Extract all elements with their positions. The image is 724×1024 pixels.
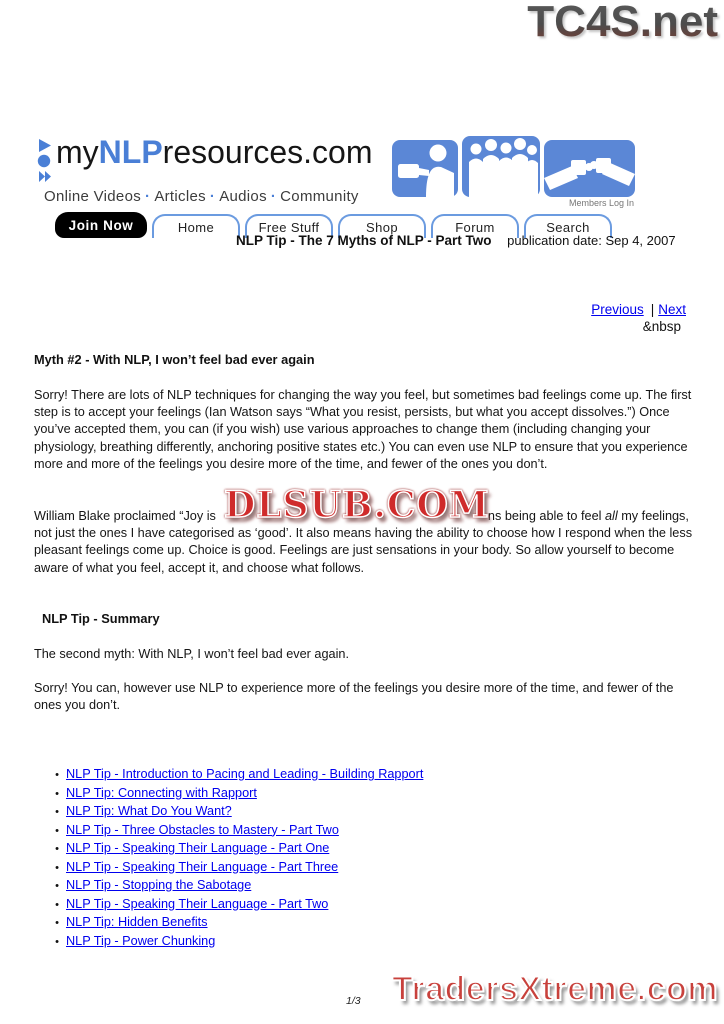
summary-line: The second myth: With NLP, I won’t feel bad ever again. [34,647,350,661]
nlp-tip-link[interactable]: NLP Tip - Speaking Their Language - Part One [66,841,330,855]
tc4s-watermark-logo: TC4S.net [527,0,718,46]
bullet-icon: • [55,769,59,781]
bullet-icon: • [55,806,59,818]
tagline-separator: · [270,188,277,205]
paragraph-1: Sorry! There are lots of NLP techniques for changing the way you feel, but sometimes bad feelings come up. The first step is to accept your feelings (Ian Watson says “What you resist, persists, but what you accept dissolves.”) Once you’ve accepted them, you can (if you wish) use various approaches to change them (including changing your physiology, breathing differently, anchoring positive states etc.) You can even use NLP to ensure that you experience more and more of the feelings you desire more of the time, and fewer of the ones you don’t. [34,388,692,471]
pager [591,302,686,334]
nlp-tip-link[interactable]: NLP Tip - Three Obstacles to Mastery - Part Two [66,822,339,837]
page-number: 1/3 [346,995,361,1007]
puzzle-hands-icon [544,140,635,197]
site-logo[interactable] [36,136,386,205]
article-title-row [236,233,676,248]
paragraph-3: Sorry! You can, however use NLP to experience more of the feelings you desire more of the time, and fewer of the ones you don’t. [34,681,674,713]
bullet-icon: • [55,843,59,855]
nlp-tip-link[interactable]: NLP Tip - Power Chunking [66,933,216,948]
bullet-icon: • [55,917,59,929]
myth-heading: Myth #2 - With NLP, I won’t feel bad ever again [34,352,315,367]
video-thumbnail[interactable] [392,140,458,197]
tradersxtreme-watermark-logo: TradersXtreme.com [392,970,718,1008]
logo-tagline: Online Videos · Articles · Audios · Community [44,188,359,205]
people-group-icon [462,136,540,197]
nlp-tip-link[interactable]: NLP Tip - Speaking Their Language - Part Three [66,859,339,874]
members-login-link[interactable]: Members Log In [568,198,634,208]
tagline-separator: · [145,188,151,205]
logo-media-icon [36,139,53,185]
page-title: NLP Tip - The 7 Myths of NLP - Part Two [236,233,492,248]
bullet-icon: • [55,787,59,800]
list-item [48,840,423,859]
nlp-tip-link[interactable]: NLP Tip: Connecting with Rapport [66,785,257,800]
tab-search[interactable]: Search [524,214,612,238]
logo-wordmark: myNLPresources.com [56,134,373,170]
camera-person-icon [392,140,458,197]
summary-heading: NLP Tip - Summary [42,611,160,626]
list-item [48,822,423,841]
nlp-tip-link[interactable]: NLP Tip: What Do You Want? [66,804,232,818]
nlp-tip-link[interactable]: NLP Tip: Hidden Benefits [66,915,208,929]
bullet-icon: • [55,824,59,837]
list-item [48,859,423,878]
next-link[interactable]: Next [658,302,686,317]
community-thumbnail[interactable] [462,136,540,197]
publication-date: publication date: Sep 4, 2007 [507,233,676,248]
related-links-list [48,766,423,951]
bullet-icon: • [55,935,59,948]
tab-shop[interactable]: Shop [338,214,426,238]
list-item [48,766,423,785]
previous-link[interactable]: Previous [591,302,644,317]
dlsub-watermark: DLSUB.COM [224,484,490,526]
pager-separator: | [650,302,655,317]
tab-forum[interactable]: Forum [431,214,519,238]
list-item [48,933,423,952]
nbsp-artifact-text: &nbsp [642,319,681,334]
bullet-icon: • [55,880,59,892]
bullet-icon: • [55,861,59,874]
list-item [48,785,423,804]
connect-thumbnail[interactable] [544,140,635,197]
list-item [48,896,423,915]
tagline-separator: · [209,188,216,205]
list-item [48,914,423,933]
list-item [48,803,423,822]
tab-free-stuff[interactable]: Free Stuff [245,214,333,238]
paragraph-2: William Blake proclaimed “Joy is ns being able to feel all my feelings, not just the ones I have categorised as ‘good’. It also means having the ability to choose how I respond when the less pleasant feelings come up. Choice is good. Feelings are just sensations in your body. So allow yourself to become aware of what you feel, accept it, and choose what follows. [34,509,693,575]
tab-home[interactable]: Home [152,214,240,238]
nlp-tip-link[interactable]: NLP Tip - Introduction to Pacing and Leading - Building Rapport [66,767,424,781]
nlp-tip-link[interactable]: NLP Tip - Speaking Their Language - Part Two [66,896,329,911]
list-item [48,877,423,896]
nlp-tip-link[interactable]: NLP Tip - Stopping the Sabotage [66,878,252,892]
join-now-button[interactable]: Join Now [55,212,147,238]
bullet-icon: • [55,898,59,911]
